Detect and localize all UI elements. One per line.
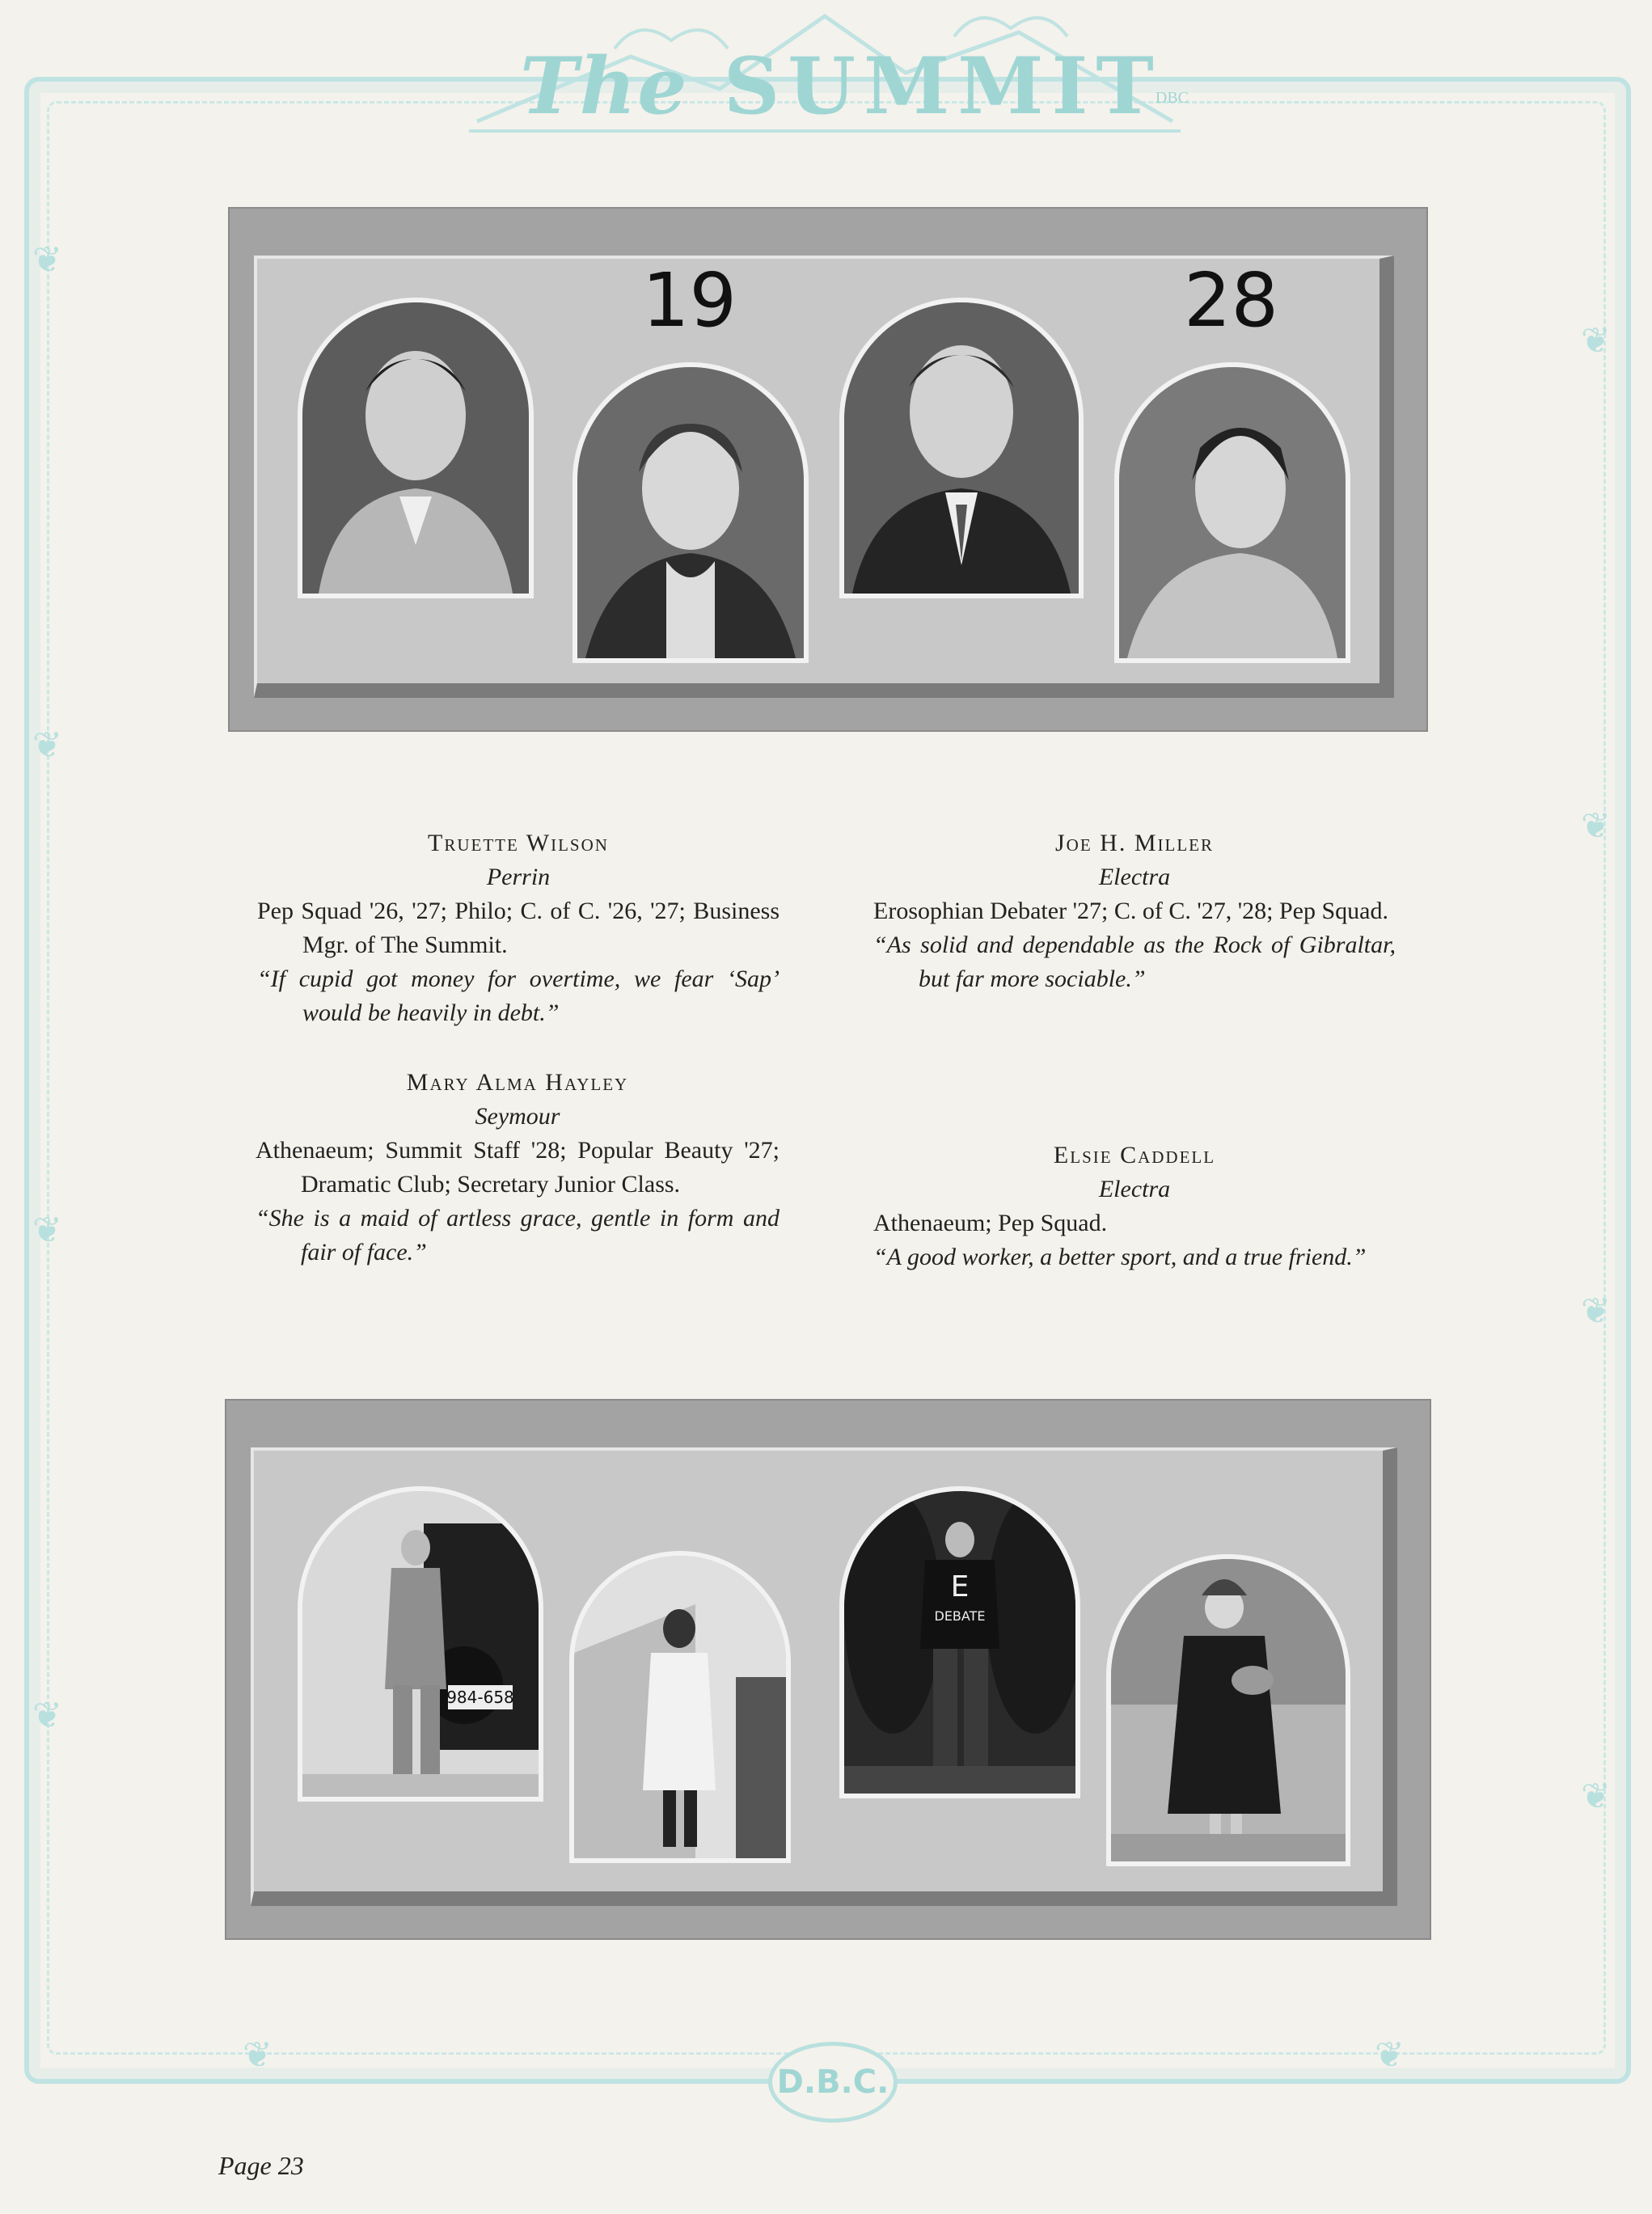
bio-elsie-caddell bbox=[873, 1139, 1396, 1274]
license-plate-text: 984-658 bbox=[446, 1688, 514, 1707]
dbc-seal: D.B.C. bbox=[768, 2042, 898, 2123]
portrait-elsie-caddell bbox=[1114, 362, 1350, 663]
snapshot-panel-bottom bbox=[226, 1401, 1430, 1938]
student-activities: Athenaeum; Summit Staff '28; Popular Beauty '27; Dramatic Club; Secretary Junior Class. bbox=[256, 1137, 780, 1198]
student-name: Joe H. Miller bbox=[1055, 830, 1214, 856]
student-town: Electra bbox=[1098, 1176, 1171, 1202]
student-quote: “A good worker, a better sport, and a true friend.” bbox=[873, 1244, 1367, 1270]
snapshot-man-with-car bbox=[298, 1486, 543, 1802]
student-town: Perrin bbox=[486, 864, 551, 890]
snapshot-woman-in-coat bbox=[1106, 1554, 1350, 1866]
student-town: Seymour bbox=[475, 1103, 560, 1130]
student-quote: “She is a maid of artless grace, gentle in form and fair of face.” bbox=[256, 1205, 780, 1265]
student-quote: “As solid and dependable as the Rock of Gibraltar, but far more sociable.” bbox=[873, 932, 1396, 992]
student-town: Electra bbox=[1098, 864, 1171, 890]
student-activities: Athenaeum; Pep Squad. bbox=[873, 1210, 1108, 1236]
sweater-text: DEBATE bbox=[934, 1608, 986, 1624]
leaf-ornament-icon: ❦ bbox=[1581, 1291, 1611, 1331]
portrait-truette-wilson bbox=[298, 298, 534, 598]
leaf-ornament-icon: ❦ bbox=[1375, 2035, 1405, 2075]
student-name: Elsie Caddell bbox=[1053, 1142, 1216, 1168]
leaf-ornament-icon: ❦ bbox=[1581, 1777, 1611, 1816]
leaf-ornament-icon: ❦ bbox=[32, 725, 62, 765]
student-quote: “If cupid got money for overtime, we fear ‘Sap’ would be heavily in debt.” bbox=[257, 965, 780, 1026]
leaf-ornament-icon: ❦ bbox=[243, 2035, 273, 2075]
masthead bbox=[453, 0, 1197, 142]
bio-truette-wilson bbox=[257, 826, 780, 1030]
snapshot-debate-sweater bbox=[839, 1486, 1080, 1798]
bio-joe-h-miller bbox=[873, 826, 1396, 996]
student-name: Truette Wilson bbox=[428, 830, 609, 856]
masthead-title: The SUMMIT bbox=[520, 40, 1162, 132]
page-number: Page 23 bbox=[218, 2151, 304, 2180]
portrait-panel-top bbox=[230, 209, 1426, 730]
leaf-ornament-icon: ❦ bbox=[32, 1696, 62, 1735]
leaf-ornament-icon: ❦ bbox=[32, 240, 62, 280]
sweater-letter-text: E bbox=[950, 1570, 970, 1603]
masthead-mark: DBC bbox=[1155, 89, 1189, 107]
student-activities: Pep Squad '26, '27; Philo; C. of C. '26, '27; Business Mgr. of The Summit. bbox=[257, 898, 780, 958]
student-activities: Erosophian Debater '27; C. of C. '27, '28; Pep Squad. bbox=[873, 898, 1388, 924]
leaf-ornament-icon: ❦ bbox=[1581, 321, 1611, 361]
year-left: 19 bbox=[642, 257, 737, 344]
student-name: Mary Alma Hayley bbox=[406, 1069, 629, 1096]
leaf-ornament-icon: ❦ bbox=[1581, 806, 1611, 846]
portrait-mary-alma-hayley bbox=[572, 362, 809, 663]
year-right: 28 bbox=[1184, 257, 1279, 344]
portrait-joe-h-miller bbox=[839, 298, 1084, 598]
snapshot-woman-on-steps bbox=[569, 1551, 791, 1863]
leaf-ornament-icon: ❦ bbox=[32, 1211, 62, 1250]
bio-mary-alma-hayley bbox=[256, 1066, 780, 1270]
